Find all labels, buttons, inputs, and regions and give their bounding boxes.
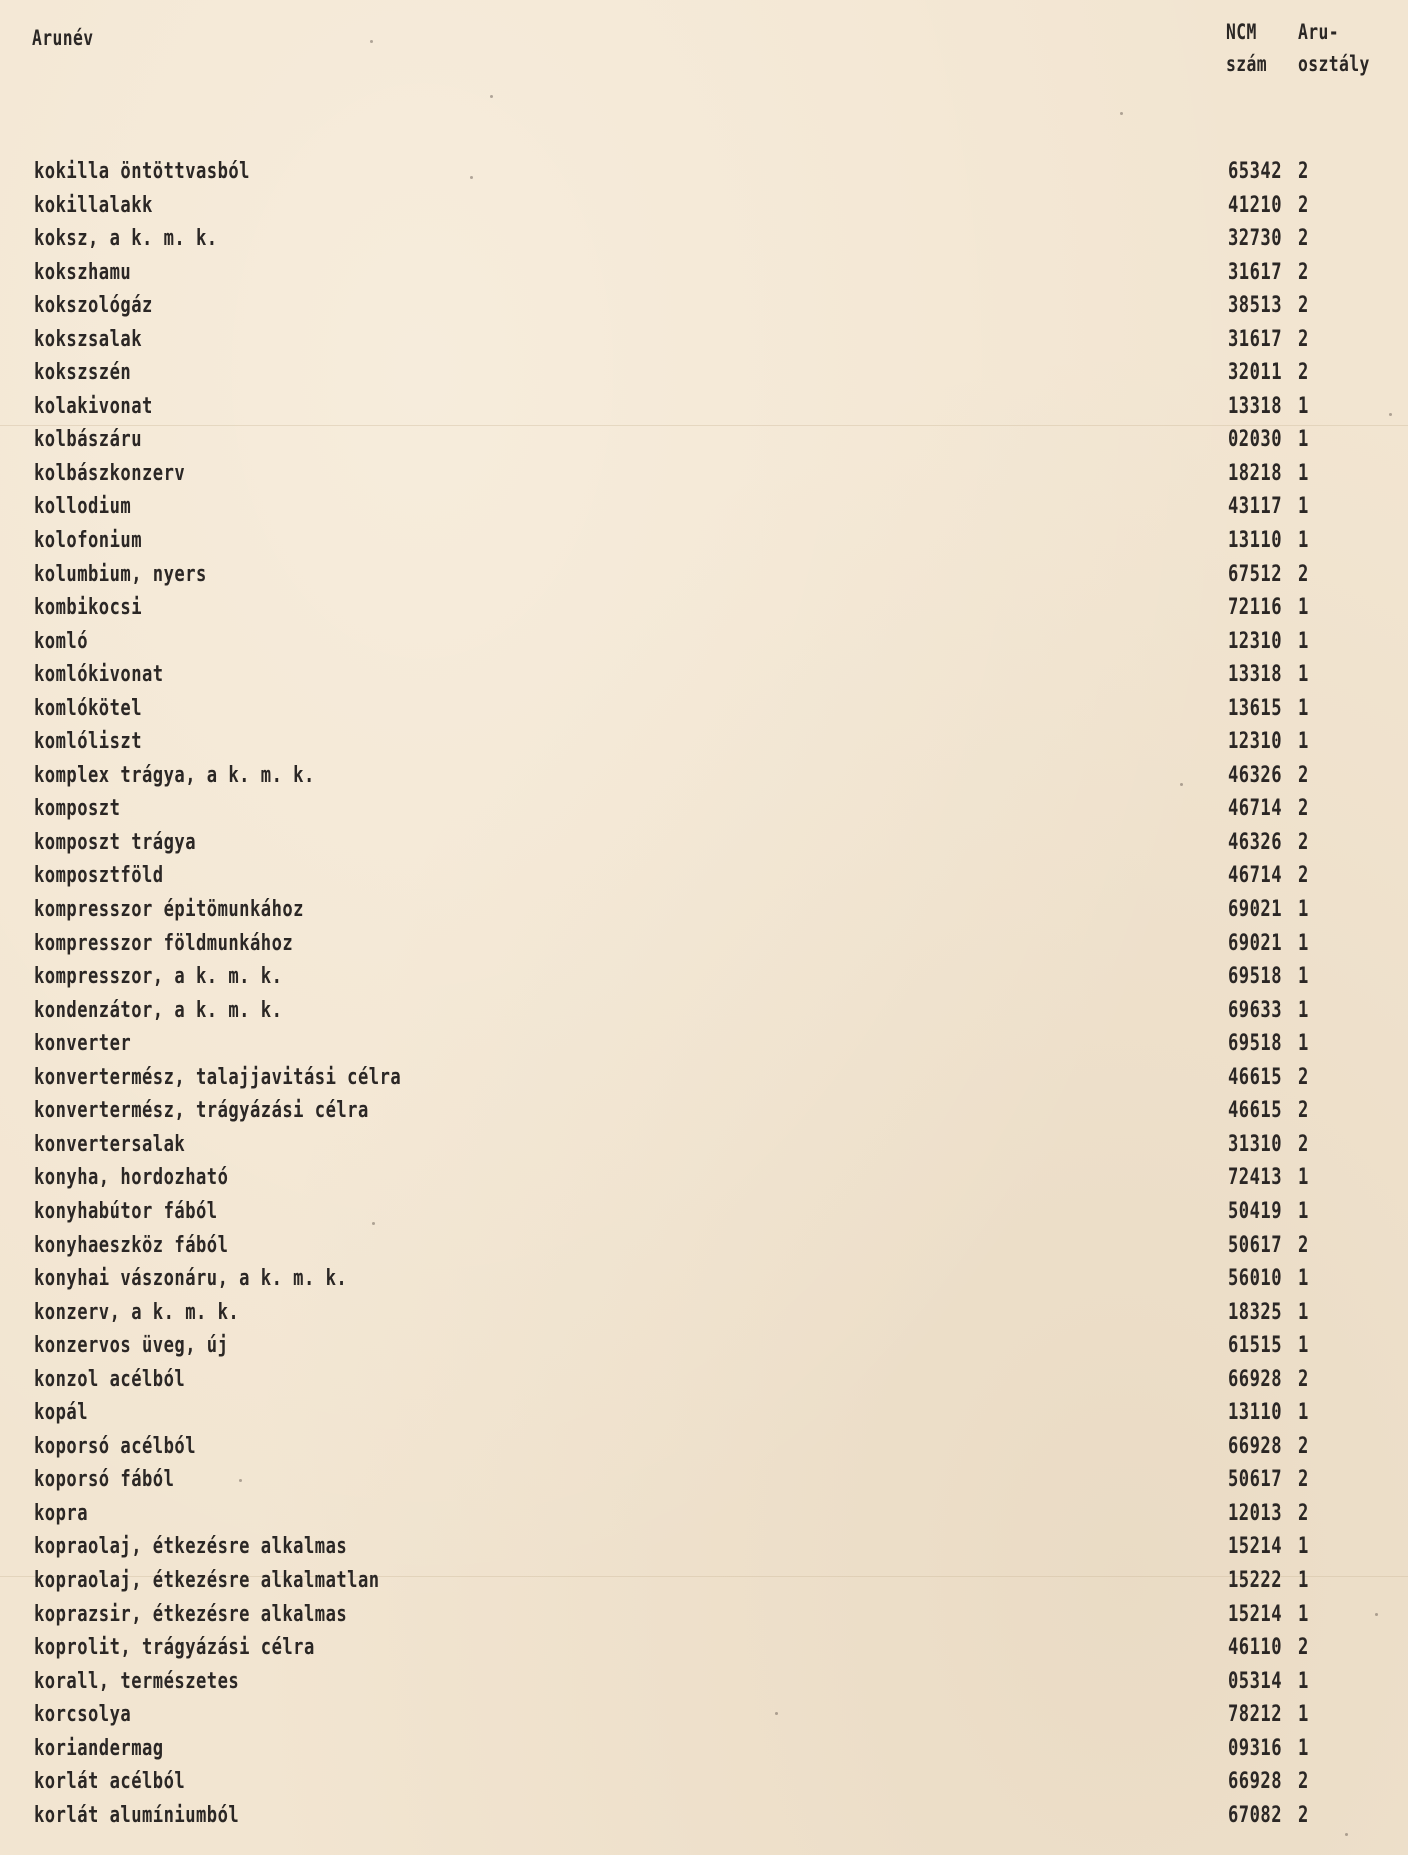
commodity-class: 2 — [1298, 226, 1309, 252]
ncm-code: 50617 — [1228, 1467, 1283, 1493]
column-header-ncm-line1: NCM — [1226, 20, 1257, 44]
list-item — [0, 629, 1408, 663]
commodity-class: 1 — [1298, 1299, 1309, 1325]
ncm-code: 46714 — [1228, 796, 1283, 822]
item-name: kolbászáru — [34, 427, 142, 453]
item-name: komlókivonat — [34, 662, 164, 688]
commodity-class: 2 — [1298, 796, 1309, 822]
item-name: kopraolaj, étkezésre alkalmatlan — [34, 1567, 380, 1593]
commodity-class: 1 — [1298, 1198, 1309, 1224]
column-header-class-line1: Aru- — [1298, 20, 1340, 44]
list-item — [0, 595, 1408, 629]
list-item — [0, 360, 1408, 394]
item-name: kokszsalak — [34, 326, 142, 352]
list-item — [0, 1534, 1408, 1568]
item-name: kondenzátor, a k. m. k. — [34, 997, 283, 1023]
item-name: kompresszor épitömunkához — [34, 897, 304, 923]
ncm-code: 12013 — [1228, 1500, 1283, 1526]
item-name: komlókötel — [34, 695, 142, 721]
item-name: kokszológáz — [34, 293, 153, 319]
item-name: konzervos üveg, új — [34, 1333, 229, 1359]
commodity-class: 1 — [1298, 1400, 1309, 1426]
column-header-class-line2: osztály — [1298, 52, 1370, 76]
paper-speck — [470, 176, 473, 179]
ncm-code: 50617 — [1228, 1232, 1283, 1258]
commodity-class: 1 — [1298, 897, 1309, 923]
ncm-code: 69518 — [1228, 964, 1283, 990]
commodity-class: 1 — [1298, 930, 1309, 956]
ncm-code: 61515 — [1228, 1333, 1283, 1359]
item-name: kolofonium — [34, 528, 142, 554]
commodity-class: 2 — [1298, 192, 1309, 218]
commodity-class: 2 — [1298, 1802, 1309, 1828]
list-item — [0, 1467, 1408, 1501]
commodity-class: 1 — [1298, 729, 1309, 755]
list-item — [0, 1669, 1408, 1703]
list-item — [0, 1333, 1408, 1367]
list-item — [0, 494, 1408, 528]
list-item — [0, 1233, 1408, 1267]
commodity-class: 2 — [1298, 1366, 1309, 1392]
column-header-name: Arunév — [32, 26, 94, 50]
commodity-class: 2 — [1298, 1500, 1309, 1526]
item-name: konvertermész, talajjavitási célra — [34, 1064, 402, 1090]
commodity-class: 1 — [1298, 628, 1309, 654]
commodity-class: 1 — [1298, 964, 1309, 990]
ncm-code: 15214 — [1228, 1534, 1283, 1560]
ncm-code: 46110 — [1228, 1635, 1283, 1661]
item-name: kokillalakk — [34, 192, 153, 218]
list-item — [0, 796, 1408, 830]
ncm-code: 13318 — [1228, 662, 1283, 688]
paper-speck — [775, 1712, 778, 1715]
list-item — [0, 1300, 1408, 1334]
list-item — [0, 1199, 1408, 1233]
ncm-code: 32011 — [1228, 360, 1283, 386]
list-item — [0, 696, 1408, 730]
commodity-class: 1 — [1298, 1702, 1309, 1728]
list-item — [0, 159, 1408, 193]
commodity-class: 2 — [1298, 1232, 1309, 1258]
list-item — [0, 897, 1408, 931]
item-name: korlát acélból — [34, 1769, 186, 1795]
list-item — [0, 1400, 1408, 1434]
item-name: korlát alumíniumból — [34, 1802, 240, 1828]
commodity-class: 2 — [1298, 1467, 1309, 1493]
list-item — [0, 427, 1408, 461]
list-item — [0, 1568, 1408, 1602]
list-item — [0, 1132, 1408, 1166]
commodity-class: 1 — [1298, 662, 1309, 688]
item-name: kolumbium, nyers — [34, 561, 207, 587]
item-name: komposzt trágya — [34, 829, 196, 855]
item-name: koriandermag — [34, 1735, 164, 1761]
ncm-code: 13110 — [1228, 528, 1283, 554]
commodity-class: 1 — [1298, 695, 1309, 721]
ncm-code: 69021 — [1228, 897, 1283, 923]
commodity-class: 2 — [1298, 863, 1309, 889]
item-name: konzerv, a k. m. k. — [34, 1299, 240, 1325]
ncm-code: 05314 — [1228, 1668, 1283, 1694]
list-item — [0, 729, 1408, 763]
ncm-code: 31310 — [1228, 1131, 1283, 1157]
commodity-class: 1 — [1298, 1266, 1309, 1292]
item-name: komlóliszt — [34, 729, 142, 755]
list-item — [0, 1501, 1408, 1535]
list-item — [0, 1367, 1408, 1401]
ncm-code: 18325 — [1228, 1299, 1283, 1325]
ncm-code: 31617 — [1228, 259, 1283, 285]
ncm-code: 66928 — [1228, 1366, 1283, 1392]
paper-speck — [1389, 413, 1392, 416]
ncm-code: 12310 — [1228, 729, 1283, 755]
commodity-class: 1 — [1298, 997, 1309, 1023]
item-name: kokszszén — [34, 360, 132, 386]
list-item — [0, 763, 1408, 797]
commodity-class: 2 — [1298, 1064, 1309, 1090]
ncm-code: 02030 — [1228, 427, 1283, 453]
item-name: kokilla öntöttvasból — [34, 159, 250, 184]
commodity-class: 1 — [1298, 595, 1309, 621]
item-name: koksz, a k. m. k. — [34, 226, 218, 252]
commodity-class: 1 — [1298, 1534, 1309, 1560]
list-item — [0, 394, 1408, 428]
item-name: kokszhamu — [34, 259, 132, 285]
item-name: koporsó fából — [34, 1467, 175, 1493]
item-name: kopra — [34, 1500, 89, 1526]
item-name: komposzt — [34, 796, 121, 822]
list-item — [0, 562, 1408, 596]
item-name: konverter — [34, 1031, 132, 1057]
ncm-code: 46615 — [1228, 1064, 1283, 1090]
commodity-class: 2 — [1298, 762, 1309, 788]
paper-speck — [490, 95, 493, 98]
ncm-code: 46615 — [1228, 1098, 1283, 1124]
commodity-class: 1 — [1298, 1735, 1309, 1761]
item-name: kombikocsi — [34, 595, 142, 621]
ncm-code: 13615 — [1228, 695, 1283, 721]
commodity-class: 1 — [1298, 427, 1309, 453]
list-item — [0, 1702, 1408, 1736]
list-item — [0, 1065, 1408, 1099]
list-item — [0, 1635, 1408, 1669]
paper-speck — [370, 40, 373, 43]
list-item — [0, 293, 1408, 327]
ncm-code: 69518 — [1228, 1031, 1283, 1057]
item-name: kollodium — [34, 494, 132, 520]
item-name: konzol acélból — [34, 1366, 186, 1392]
item-name: konyhaeszköz fából — [34, 1232, 229, 1258]
paper-speck — [239, 1479, 242, 1482]
commodity-class: 2 — [1298, 1098, 1309, 1124]
ncm-code: 50419 — [1228, 1198, 1283, 1224]
ncm-code: 15214 — [1228, 1601, 1283, 1627]
ncm-code: 13110 — [1228, 1400, 1283, 1426]
commodity-class: 2 — [1298, 360, 1309, 386]
ncm-code: 38513 — [1228, 293, 1283, 319]
item-name: konvertermész, trágyázási célra — [34, 1098, 369, 1124]
ncm-code: 66928 — [1228, 1769, 1283, 1795]
commodity-class: 1 — [1298, 460, 1309, 486]
ncm-code: 13318 — [1228, 393, 1283, 419]
commodity-class: 1 — [1298, 528, 1309, 554]
item-name: konvertersalak — [34, 1131, 186, 1157]
ncm-code: 78212 — [1228, 1702, 1283, 1728]
ncm-code: 72116 — [1228, 595, 1283, 621]
ncm-code: 18218 — [1228, 460, 1283, 486]
commodity-class: 2 — [1298, 1131, 1309, 1157]
list-item — [0, 193, 1408, 227]
ncm-code: 46326 — [1228, 829, 1283, 855]
paper-speck — [1180, 783, 1183, 786]
commodity-class: 1 — [1298, 494, 1309, 520]
item-name: koprolit, trágyázási célra — [34, 1635, 315, 1661]
item-name: konyhai vászonáru, a k. m. k. — [34, 1266, 348, 1292]
item-name: kopál — [34, 1400, 89, 1426]
commodity-class: 2 — [1298, 1433, 1309, 1459]
commodity-class: 2 — [1298, 259, 1309, 285]
commodity-list — [0, 159, 1408, 1836]
commodity-class: 2 — [1298, 561, 1309, 587]
item-name: kompresszor földmunkához — [34, 930, 294, 956]
paper-speck — [1345, 1833, 1348, 1836]
item-name: komposztföld — [34, 863, 164, 889]
ncm-code: 65342 — [1228, 159, 1283, 184]
ncm-code: 43117 — [1228, 494, 1283, 520]
commodity-class: 1 — [1298, 1333, 1309, 1359]
commodity-class: 1 — [1298, 393, 1309, 419]
list-item — [0, 662, 1408, 696]
list-item — [0, 863, 1408, 897]
commodity-class: 1 — [1298, 1567, 1309, 1593]
list-item — [0, 461, 1408, 495]
list-item — [0, 1602, 1408, 1636]
list-item — [0, 931, 1408, 965]
commodity-class: 1 — [1298, 1165, 1309, 1191]
item-name: komló — [34, 628, 89, 654]
ncm-code: 12310 — [1228, 628, 1283, 654]
ncm-code: 41210 — [1228, 192, 1283, 218]
item-name: korall, természetes — [34, 1668, 240, 1694]
list-item — [0, 226, 1408, 260]
list-item — [0, 1736, 1408, 1770]
item-name: kolakivonat — [34, 393, 153, 419]
list-item — [0, 1165, 1408, 1199]
list-item — [0, 528, 1408, 562]
list-item — [0, 1434, 1408, 1468]
commodity-class: 1 — [1298, 1031, 1309, 1057]
ncm-code: 15222 — [1228, 1567, 1283, 1593]
item-name: kompresszor, a k. m. k. — [34, 964, 283, 990]
item-name: komplex trágya, a k. m. k. — [34, 762, 315, 788]
commodity-class: 1 — [1298, 1601, 1309, 1627]
item-name: konyha, hordozható — [34, 1165, 229, 1191]
ncm-code: 46326 — [1228, 762, 1283, 788]
item-name: koporsó acélból — [34, 1433, 196, 1459]
ncm-code: 67512 — [1228, 561, 1283, 587]
ncm-code: 46714 — [1228, 863, 1283, 889]
ncm-code: 09316 — [1228, 1735, 1283, 1761]
paper-speck — [1120, 112, 1123, 115]
list-item — [0, 1803, 1408, 1837]
list-item — [0, 1266, 1408, 1300]
list-item — [0, 1098, 1408, 1132]
commodity-class: 2 — [1298, 829, 1309, 855]
ncm-code: 66928 — [1228, 1433, 1283, 1459]
paper-speck — [372, 1222, 375, 1225]
item-name: konyhabútor fából — [34, 1198, 218, 1224]
commodity-class: 2 — [1298, 326, 1309, 352]
commodity-class: 2 — [1298, 1769, 1309, 1795]
list-item — [0, 327, 1408, 361]
commodity-class: 2 — [1298, 159, 1309, 184]
ncm-code: 56010 — [1228, 1266, 1283, 1292]
commodity-class: 1 — [1298, 1668, 1309, 1694]
ncm-code: 32730 — [1228, 226, 1283, 252]
ncm-code: 69633 — [1228, 997, 1283, 1023]
list-item — [0, 260, 1408, 294]
paper-speck — [1375, 1613, 1378, 1616]
list-item — [0, 830, 1408, 864]
list-item — [0, 1031, 1408, 1065]
commodity-class: 2 — [1298, 1635, 1309, 1661]
ncm-code: 69021 — [1228, 930, 1283, 956]
list-item — [0, 1769, 1408, 1803]
list-item — [0, 998, 1408, 1032]
item-name: koprazsir, étkezésre alkalmas — [34, 1601, 348, 1627]
commodity-class: 2 — [1298, 293, 1309, 319]
ncm-code: 67082 — [1228, 1802, 1283, 1828]
item-name: korcsolya — [34, 1702, 132, 1728]
ncm-code: 31617 — [1228, 326, 1283, 352]
column-header-ncm-line2: szám — [1226, 52, 1268, 76]
item-name: kopraolaj, étkezésre alkalmas — [34, 1534, 348, 1560]
ncm-code: 72413 — [1228, 1165, 1283, 1191]
item-name: kolbászkonzerv — [34, 460, 186, 486]
list-item — [0, 964, 1408, 998]
